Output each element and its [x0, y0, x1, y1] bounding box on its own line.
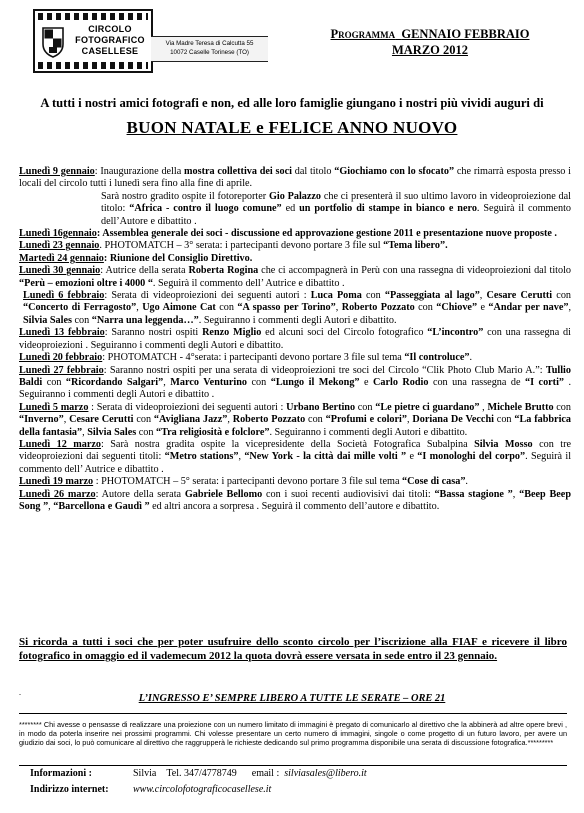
website-link[interactable]: www.circolofotograficocasellese.it — [133, 784, 272, 795]
event-item: Lunedì 9 gennaio: Inaugurazione della mostra collettiva dei soci dal titolo “Giochiamo con lo sfocato” che rimarrà esposta presso i locali del circolo tutti i lunedì sera fino alla fine di aprile. — [19, 166, 571, 190]
email-link[interactable]: silviasales@libero.it — [284, 768, 367, 779]
fine-print: ******** Chi avesse o pensasse di realizzare una proiezione con un numero limitato di immagini è pregato di comunicarlo al direttivo che la abbinerà ad altre opere brevi , in modo da poterla inserire nei prossimi programmi. Chi volesse presentare un certo numero di immagini, singole o come progetto di un futuro lavoro, per avere un giudizio dai soci, lo può comunicare al direttivo che raggrupperà le richieste dedicando sul primo programma disponibile una serata di discussione fotografica.********* — [19, 720, 567, 748]
event-item: Martedì 24 gennaio: Riunione del Consiglio Direttivo. — [19, 252, 253, 264]
event-item: Lunedì 30 gennaio: Autrice della serata Roberta Rogina che ci accompagnerà in Perù con una rassegna di videoproiezioni dal titolo “Perù – emozioni oltre i 4000 “. Seguirà il commento dell’ Autrice e dibattito . — [19, 265, 572, 289]
christmas-title: BUON NATALE e FELICE ANNO NUOVO — [126, 118, 458, 137]
club-address: Via Madre Teresa di Calcutta 55 10072 Caselle Torinese (TO) — [151, 36, 268, 62]
membership-notice: Si ricorda a tutti i soci che per poter usufruire dello sconto circolo per l’iscrizione alla FIAF e ricevere il libro fotografico in omaggio ed il vademecum 2012 la quota dovrà essere versata in sede entro il 23 gennaio. — [19, 636, 567, 662]
film-frame-icon — [33, 9, 153, 73]
free-entry-notice: L’INGRESSO E’ SEMPRE LIBERO A TUTTE LE SERATE – ORE 21 — [138, 693, 446, 704]
club-name: CIRCOLO FOTOGRAFICO CASELLESE — [75, 24, 145, 56]
event-item: Lunedì 5 marzo : Serata di videoproiezioni dei seguenti autori : Urbano Bertino con “Le pietre ci guardano” , Michele Brutto con “Inverno”, Cesare Cerutti con “Avigliana Jazz”, Roberto Pozzato con “Profumi e colori”, Doriana De Vecchi con “La fabbrica della fantasia”, Silvia Sales con “Tra religiosità e folclore”. Seguiranno i commenti degli Autori e dibattito. — [19, 401, 572, 438]
info-label: Informazioni : — [30, 768, 92, 779]
info-email-label: email : — [251, 768, 280, 779]
divider — [19, 765, 567, 766]
event-item: Lunedì 6 febbraio: Serata di videoproiezioni dei seguenti autori : Luca Poma con “Passeggiata al lago”, Cesare Cerutti con “Concerto di Ferragosto”, Ugo Aimone Cat con “A spasso per Torino”, Roberto Pozzato con “Chiove” e “Andar per nave”, Silvia Sales con “Narra una leggenda…”. Seguiranno i commenti degli Autori e dibattito. — [23, 290, 572, 326]
event-item: Lunedì 12 marzo: Sarà nostra gradita ospite la vicepresidente della Società Fotografica Subalpina Silvia Mosso con tre videoproiezioni dai seguenti titoli: “Metro stations”, “New York - la città dai mille volti ” e “I monologhi del corpo”. Seguirà il commento dell’ Autrice e dibattito . — [19, 438, 572, 475]
coat-of-arms-icon — [41, 26, 65, 58]
contact-info — [30, 768, 367, 779]
event-item: Lunedì 26 marzo: Autore della serata Gabriele Bellomo con i suoi recenti audiovisivi dai titoli: “Bassa stagione ”, “Beep Beep Song ”, “Barcellona e Gaudì ” ed altri ancora a sorpresa . Seguirà il commento dell’autore e dibattito. — [19, 488, 571, 512]
separator-dot: . — [19, 688, 21, 697]
greeting-text: A tutti i nostri amici fotografi e non, ed alle loro famiglie giungano i nostri più vividi auguri di — [40, 96, 544, 110]
event-item: Lunedì 20 febbraio: PHOTOMATCH - 4°serata: i partecipanti devono portare 3 file sul tema “Il controluce”. — [19, 352, 473, 364]
event-item-detail: Sarà nostro gradito ospite il fotoreporter Gio Palazzo che ci presenterà il suo ultimo lavoro in videoproiezione dal titolo: “Africa - contro il luogo comune” ed un portfolio di stampe in bianco e nero. Seguirà il commento dell’Autore e dibattito . — [101, 190, 572, 227]
club-logo — [33, 9, 268, 73]
event-item: Lunedì 16gennaio: Assemblea generale dei soci - discussione ed approvazione gestione 2011 e presentazione nuove proposte . — [19, 228, 557, 240]
program-heading: Programma GENNAIO FEBBRAIO MARZO 2012 — [330, 27, 530, 57]
event-item: Lunedì 27 febbraio: Saranno nostri ospiti per una serata di videoproiezioni tre soci del Circolo “Clik Photo Club Mario A.”: Tullio Baldi con “Ricordando Salgari”, Marco Venturino con “Lungo il Mekong” e Carlo Rodio con una rassegna de “I corti” . Seguiranno i commenti degli Autori e dibattito . — [19, 364, 572, 401]
info-phone: Tel. 347/4778749 — [166, 768, 237, 779]
divider — [19, 713, 567, 714]
website-label: Indirizzo internet: — [30, 784, 109, 795]
info-name: Silvia — [133, 768, 157, 779]
website-info — [30, 784, 271, 795]
event-item: Lunedì 23 gennaio. PHOTOMATCH – 3° serata: i partecipanti devono portare 3 file sul “Tema libero”. — [19, 240, 448, 252]
event-item: Lunedì 13 febbraio: Saranno nostri ospiti Renzo Miglio ed alcuni soci del Circolo fotografico “L’incontro” con una rassegna di videoproiezioni . Seguiranno i commenti degli Autori e dibattito. — [19, 327, 571, 351]
event-item: Lunedì 19 marzo : PHOTOMATCH – 5° serata: i partecipanti devono portare 3 file sul tema “Cose di casa”. — [19, 476, 468, 488]
event-list — [19, 166, 571, 513]
